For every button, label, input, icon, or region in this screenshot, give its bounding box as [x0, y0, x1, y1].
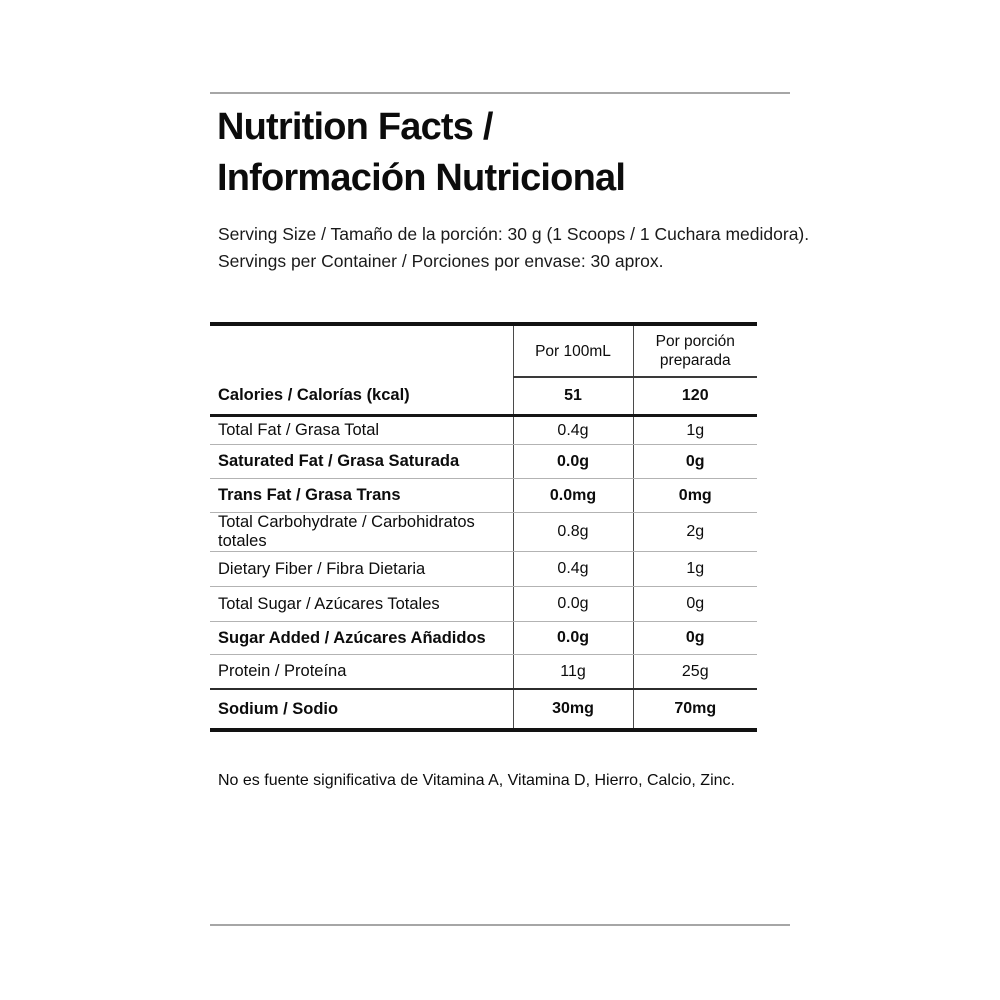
- value-per-100ml: 0.0g: [513, 587, 633, 622]
- table-row-protein: [210, 655, 757, 690]
- table-row-sodium: [210, 689, 757, 730]
- nutrition-table: [210, 322, 757, 732]
- table-row-dietary-fiber: [210, 552, 757, 587]
- value-per-portion: 70mg: [633, 689, 757, 730]
- value-per-100ml: 11g: [513, 655, 633, 690]
- nutrient-label: Total Carbohydrate / Carbohidratos totales: [210, 513, 513, 552]
- value-per-100ml: 51: [513, 377, 633, 416]
- table-row-sugar-added: [210, 622, 757, 655]
- table-row-saturated-fat: [210, 445, 757, 479]
- nutrient-label: Calories / Calorías (kcal): [210, 377, 513, 416]
- value-per-portion: 25g: [633, 655, 757, 690]
- value-per-100ml: 0.4g: [513, 416, 633, 445]
- serving-size-text: Serving Size / Tamaño de la porción: 30 g (1 Scoops / 1 Cuchara medidora).: [218, 224, 810, 244]
- nutrient-label: Sugar Added / Azúcares Añadidos: [210, 622, 513, 655]
- nutrient-label: Trans Fat / Grasa Trans: [210, 479, 513, 513]
- table-row-calories: [210, 377, 757, 416]
- value-per-portion: 2g: [633, 513, 757, 552]
- value-per-portion: 1g: [633, 552, 757, 587]
- value-per-100ml: 30mg: [513, 689, 633, 730]
- header-empty-cell: [210, 324, 513, 377]
- header-per-100ml: Por 100mL: [513, 324, 633, 377]
- value-per-portion: 1g: [633, 416, 757, 445]
- title-line-english: Nutrition Facts /: [217, 106, 493, 148]
- nutrient-label: Total Sugar / Azúcares Totales: [210, 587, 513, 622]
- value-per-portion: 0g: [633, 587, 757, 622]
- top-divider: [210, 92, 790, 94]
- nutrient-label: Saturated Fat / Grasa Saturada: [210, 445, 513, 479]
- serving-info: [218, 221, 809, 275]
- table-row-total-carbohydrate: [210, 513, 757, 552]
- value-per-100ml: 0.8g: [513, 513, 633, 552]
- page-title: [217, 102, 625, 204]
- table-header-row: [210, 324, 757, 377]
- value-per-100ml: 0.0g: [513, 445, 633, 479]
- footnote-text: No es fuente significativa de Vitamina A, Vitamina D, Hierro, Calcio, Zinc.: [218, 772, 735, 789]
- table-row-trans-fat: [210, 479, 757, 513]
- nutrient-label: Protein / Proteína: [210, 655, 513, 690]
- table-row-total-fat: [210, 416, 757, 445]
- table-row-total-sugar: [210, 587, 757, 622]
- value-per-portion: 0g: [633, 622, 757, 655]
- value-per-portion: 0mg: [633, 479, 757, 513]
- bottom-divider: [210, 924, 790, 926]
- title-line-spanish: Información Nutricional: [217, 157, 626, 199]
- nutrient-label: Total Fat / Grasa Total: [210, 416, 513, 445]
- header-per-portion: Por porción preparada: [633, 324, 757, 377]
- value-per-portion: 120: [633, 377, 757, 416]
- value-per-100ml: 0.4g: [513, 552, 633, 587]
- value-per-portion: 0g: [633, 445, 757, 479]
- value-per-100ml: 0.0g: [513, 622, 633, 655]
- servings-per-container-text: Servings per Container / Porciones por envase: 30 aprox.: [218, 251, 664, 271]
- value-per-100ml: 0.0mg: [513, 479, 633, 513]
- nutrient-label: Dietary Fiber / Fibra Dietaria: [210, 552, 513, 587]
- nutrient-label: Sodium / Sodio: [210, 689, 513, 730]
